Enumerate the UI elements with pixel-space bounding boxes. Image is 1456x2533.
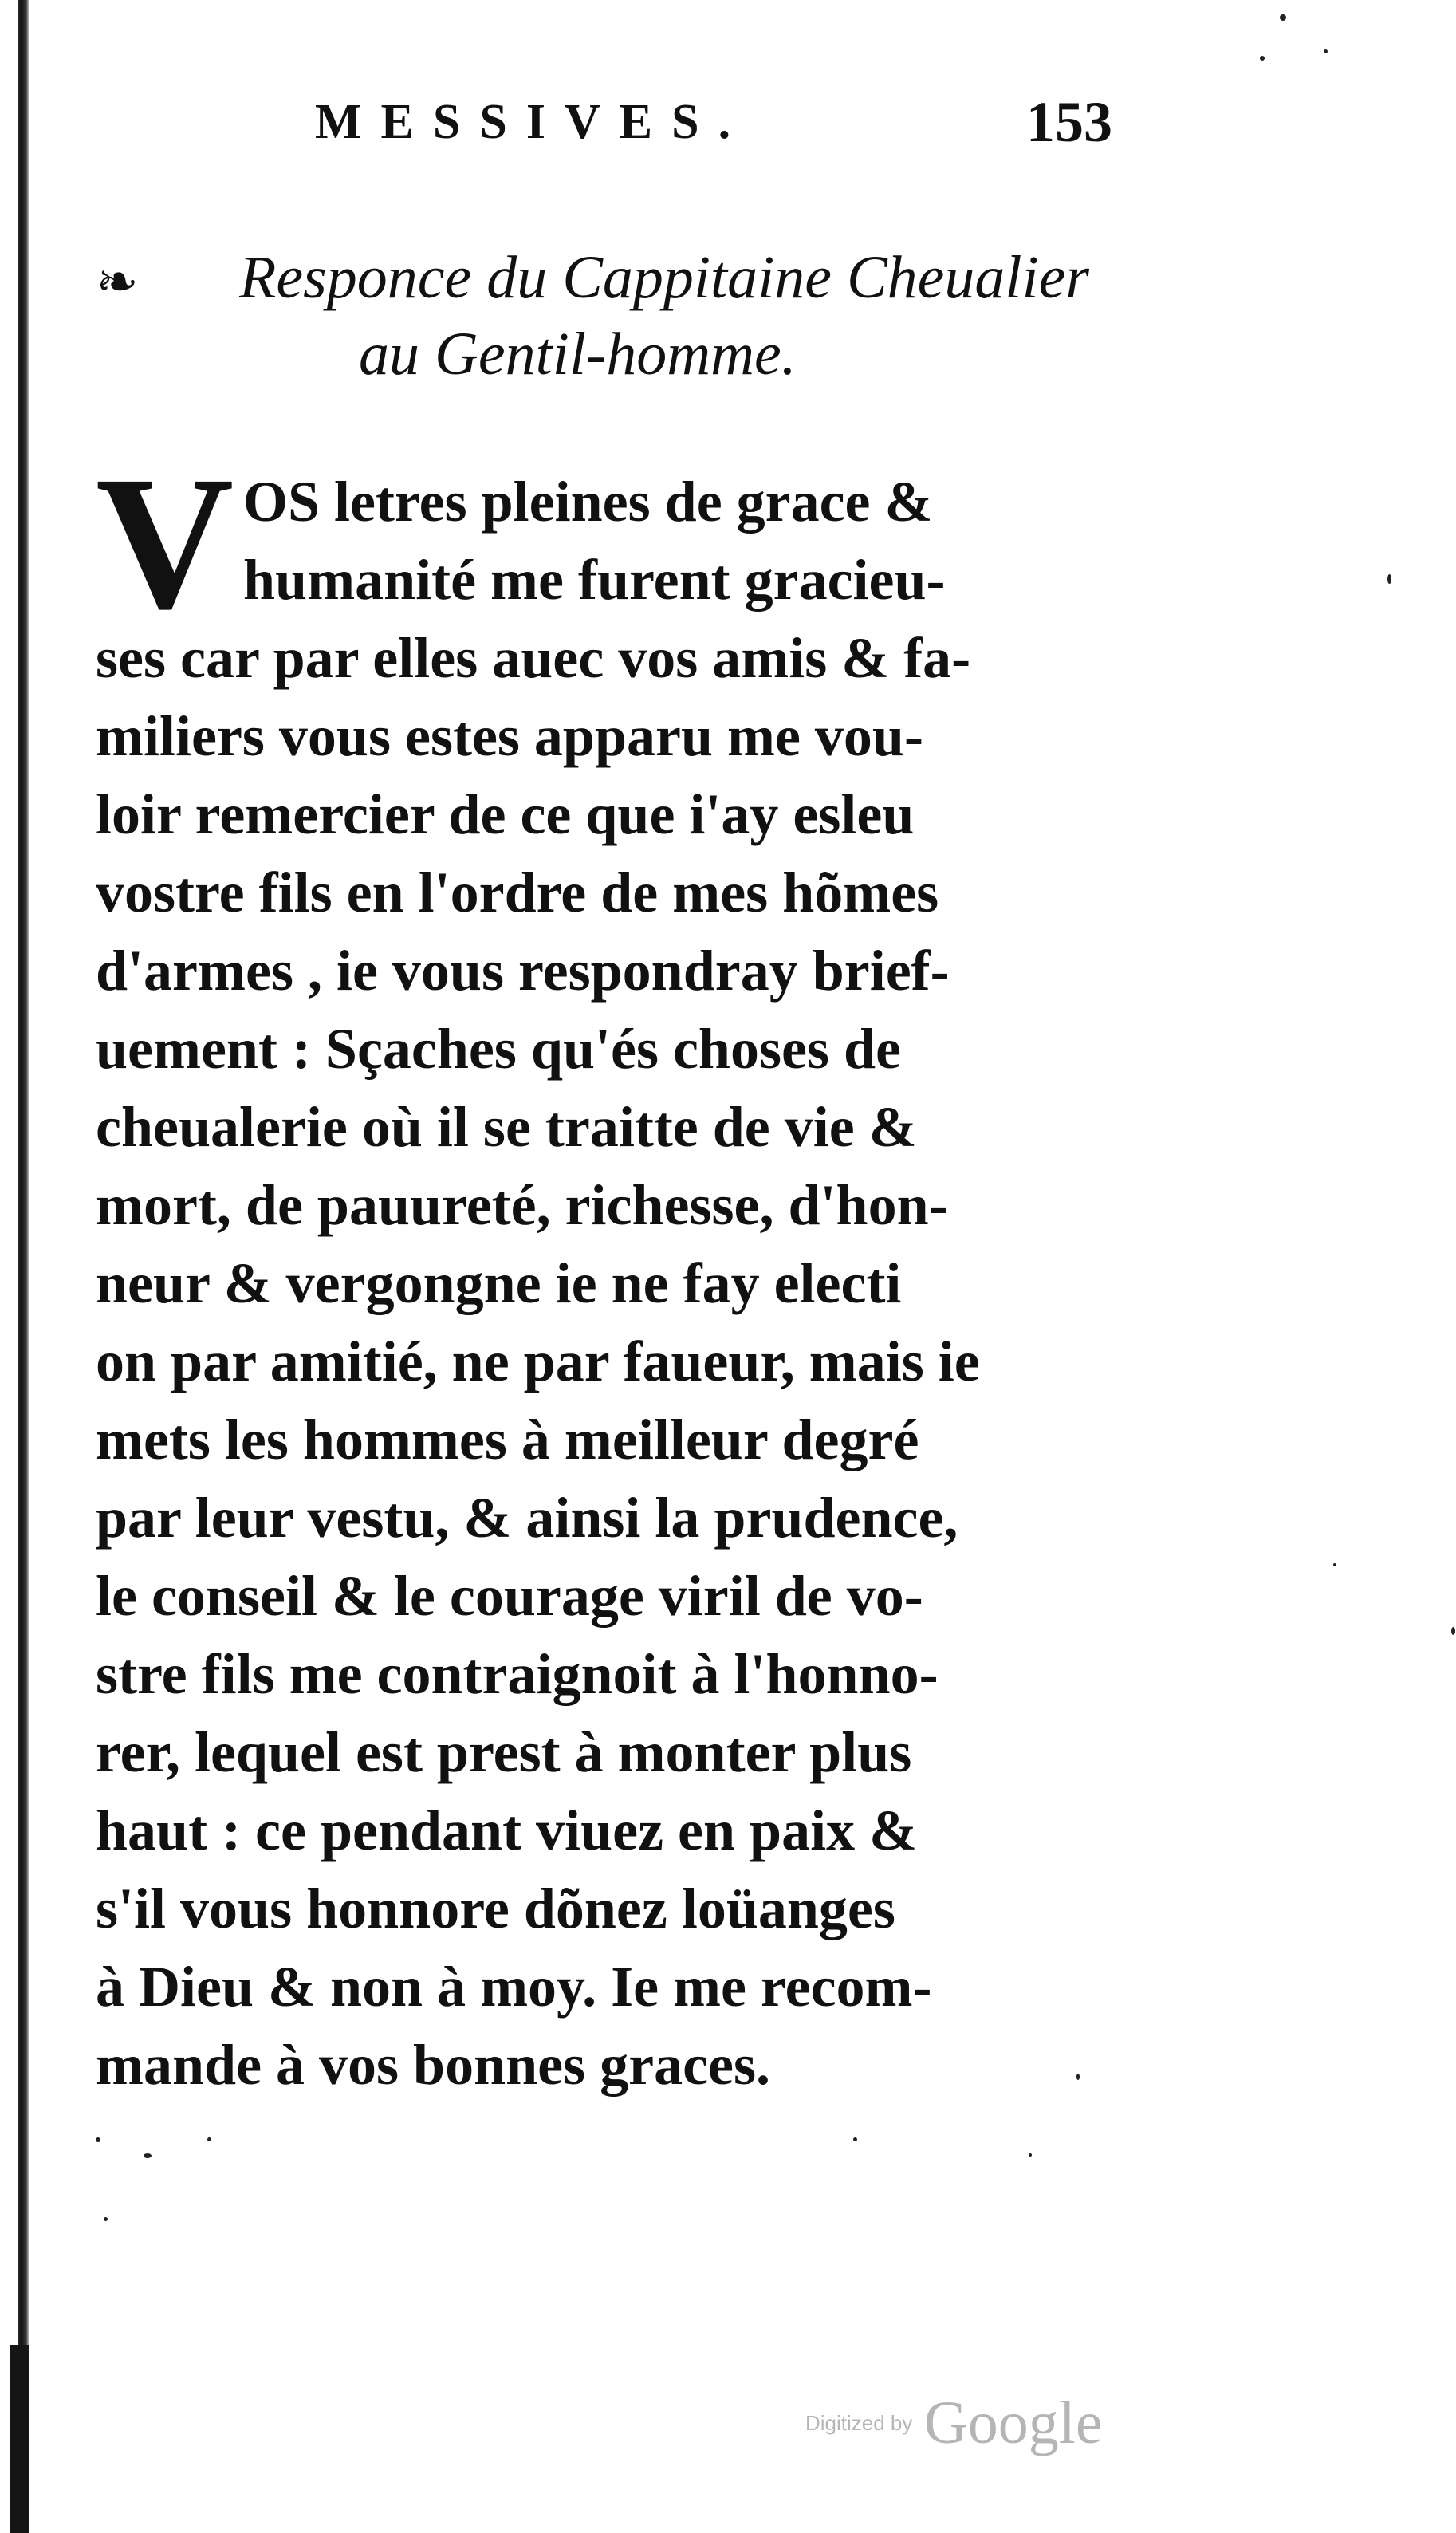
watermark <box>805 2389 1103 2458</box>
print-speck <box>1333 1563 1336 1566</box>
print-speck <box>1029 2153 1032 2157</box>
text-line: stre fils me contraignoit à l'honno- <box>96 1642 939 1706</box>
fleuron-icon: ❧ <box>96 253 139 312</box>
watermark-prefix: Digitized by <box>805 2411 913 2435</box>
drop-cap: V <box>96 436 234 648</box>
text-line: on par amitié, ne par faueur, mais ie <box>96 1330 980 1393</box>
text-line: humanité me furent gracieu- <box>243 548 946 612</box>
text-line: le conseil & le courage viril de vo- <box>96 1564 923 1628</box>
text-line: mande à vos bonnes graces. <box>96 2033 771 2097</box>
heading-line-1: Responce du Cappitaine Cheualier <box>239 244 1089 311</box>
text-line: uement : Sçaches qu'és choses de <box>96 1017 901 1081</box>
print-speck <box>1076 2074 1080 2080</box>
binding-shadow-lower <box>10 2345 29 2533</box>
text-line: vostre fils en l'ordre de mes hõmes <box>96 861 939 924</box>
print-speck <box>207 2137 211 2141</box>
print-speck <box>96 2137 100 2142</box>
print-speck <box>1451 1627 1455 1635</box>
running-title: MESSIVES. <box>315 95 750 149</box>
print-speck <box>1324 49 1328 53</box>
text-line: haut : ce pendant viuez en paix & <box>96 1798 918 1862</box>
text-line: s'il vous honnore dõnez loüanges <box>96 1877 895 1940</box>
text-line: mets les hommes à meilleur degré <box>96 1408 919 1471</box>
google-logo: Google <box>923 2389 1103 2456</box>
print-speck <box>144 2153 152 2158</box>
text-line: à Dieu & non à moy. Ie me recom- <box>96 1955 932 2019</box>
text-line: loir remercier de ce que i'ay esleu <box>96 782 915 846</box>
text-line: par leur vestu, & ainsi la prudence, <box>96 1486 958 1550</box>
text-line: mort, de pauureté, richesse, d'hon- <box>96 1173 948 1237</box>
page-number: 153 <box>1026 90 1112 154</box>
text-line: neur & vergongne ie ne fay electi <box>96 1251 902 1315</box>
print-speck <box>1260 56 1265 61</box>
text-line: rer, lequel est prest à monter plus <box>96 1720 912 1784</box>
text-line: ses car par elles auec vos amis & fa- <box>96 626 971 690</box>
text-line: miliers vous estes apparu me vou- <box>96 704 923 768</box>
print-speck <box>853 2137 857 2141</box>
print-speck <box>1387 574 1391 584</box>
binding-shadow <box>18 0 29 2533</box>
heading-line-2: au Gentil-homme. <box>359 321 797 388</box>
text-line: d'armes , ie vous respondray brief- <box>96 939 950 1003</box>
text-line: cheualerie où il se traitte de vie & <box>96 1095 917 1159</box>
letter-body <box>96 436 1108 2104</box>
text-line: OS letres pleines de grace & <box>243 470 933 534</box>
running-head <box>315 89 1112 177</box>
print-speck <box>104 2217 108 2221</box>
print-speck <box>1280 14 1286 21</box>
